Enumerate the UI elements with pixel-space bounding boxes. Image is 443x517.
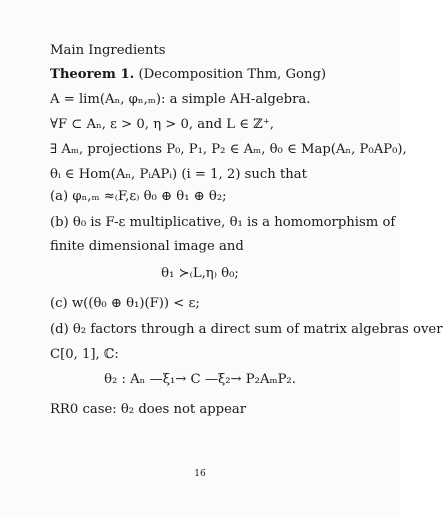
theorem-label: Theorem 1. [50, 67, 135, 82]
page-number: 16 [194, 469, 206, 479]
display-formula-1: θ₁ ≻₍L,η₎ θ₀; [161, 266, 239, 281]
statement-line-4: θᵢ ∈ Hom(Aₙ, PᵢAPᵢ) (i = 1, 2) such that [50, 167, 307, 182]
statement-line-1: A = lim(Aₙ, φₙ,ₘ): a simple AH-algebra. [50, 92, 311, 107]
statement-line-2: ∀F ⊂ Aₙ, ε > 0, η > 0, and L ∈ ℤ⁺, [50, 117, 274, 132]
theorem-line [50, 67, 326, 83]
remark: RR0 case: θ₂ does not appear [50, 402, 247, 417]
section-heading: Main Ingredients [50, 43, 166, 58]
condition-d: (d) θ₂ factors through a direct sum of matrix algebras over [50, 322, 443, 337]
statement-line-3: ∃ Aₘ, projections P₀, P₁, P₂ ∈ Aₘ, θ₀ ∈ Map(Aₙ, P₀AP₀), [50, 142, 407, 157]
theorem-note: (Decomposition Thm, Gong) [138, 67, 327, 82]
condition-b: (b) θ₀ is F-ε multiplicative, θ₁ is a homomorphism of [50, 215, 396, 230]
condition-a: (a) φₙ,ₘ ≈₍F,ε₎ θ₀ ⊕ θ₁ ⊕ θ₂; [50, 189, 227, 204]
display-formula-2: θ₂ : Aₙ —ξ₁→ C —ξ₂→ P₂AₘP₂. [104, 372, 296, 387]
condition-d-continued: C[0, 1], ℂ: [50, 347, 119, 362]
condition-c: (c) w((θ₀ ⊕ θ₁)(F)) < ε; [50, 296, 200, 311]
condition-b-continued: finite dimensional image and [50, 239, 244, 254]
